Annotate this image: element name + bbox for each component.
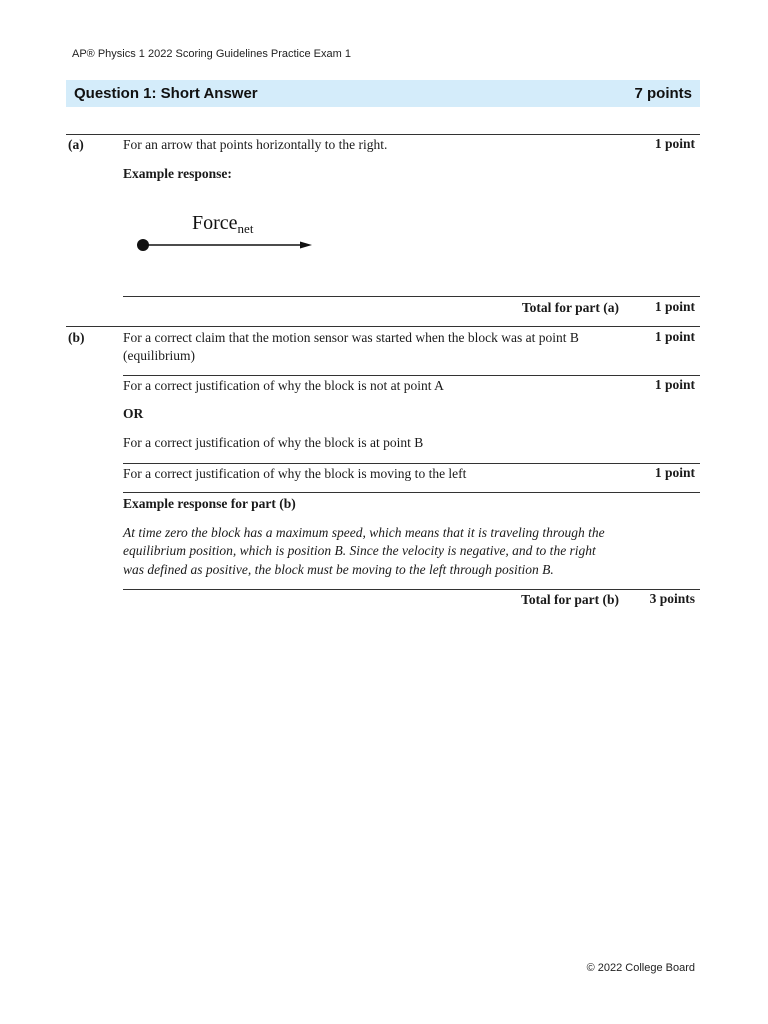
part-b-claim-line2: (equilibrium) bbox=[123, 348, 195, 363]
force-arrow-diagram bbox=[128, 205, 328, 265]
rule-top-b bbox=[66, 326, 700, 327]
force-label-main: Force bbox=[192, 212, 238, 234]
part-b-label: (b) bbox=[68, 330, 85, 345]
part-b-claim-line1: For a correct claim that the motion sensor was started when the block was at point B bbox=[123, 330, 579, 345]
force-label-sub: net bbox=[237, 221, 254, 236]
part-a-label: (a) bbox=[68, 137, 84, 152]
part-a-total-points: 1 point bbox=[654, 299, 695, 314]
part-b-justification-points: 1 point bbox=[654, 377, 695, 392]
rule-top-a bbox=[66, 134, 700, 135]
part-b-justification-a: For a correct justification of why the block is not at point A bbox=[123, 378, 444, 393]
part-b-example-line3: was defined as positive, the block must be moving to the left through position B. bbox=[123, 562, 554, 577]
question-banner bbox=[66, 80, 700, 107]
force-arrowhead bbox=[300, 242, 312, 249]
rule-justification bbox=[123, 375, 700, 376]
part-a-criterion-points: 1 point bbox=[654, 136, 695, 151]
part-a-example-heading: Example response: bbox=[123, 166, 232, 181]
part-b-or: OR bbox=[123, 406, 144, 421]
part-b-moving-left: For a correct justification of why the block is moving to the left bbox=[123, 466, 467, 481]
question-title: Question 1: Short Answer bbox=[74, 85, 258, 102]
footer-copyright: © 2022 College Board bbox=[586, 962, 695, 974]
part-b-total-label: Total for part (b) bbox=[521, 592, 619, 607]
part-b-claim-points: 1 point bbox=[654, 329, 695, 344]
rule-example-b bbox=[123, 492, 700, 493]
part-b-example-line2: equilibrium position, which is position B. Since the velocity is negative, and to the right bbox=[123, 543, 596, 558]
rule-total-b bbox=[123, 589, 700, 590]
running-head: AP® Physics 1 2022 Scoring Guidelines Practice Exam 1 bbox=[72, 48, 351, 60]
part-b-total-points: 3 points bbox=[649, 591, 695, 606]
rule-total-a bbox=[123, 296, 700, 297]
part-a-total-label: Total for part (a) bbox=[521, 300, 619, 315]
part-b-example-heading: Example response for part (b) bbox=[123, 496, 296, 511]
part-b-example-line1: At time zero the block has a maximum speed, which means that it is traveling through the bbox=[123, 525, 605, 540]
part-a-criterion: For an arrow that points horizontally to the right. bbox=[123, 137, 388, 152]
part-b-justification-b: For a correct justification of why the block is at point B bbox=[123, 435, 424, 450]
question-points: 7 points bbox=[634, 85, 692, 102]
rule-moving-left bbox=[123, 463, 700, 464]
part-b-moving-left-points: 1 point bbox=[654, 465, 695, 480]
